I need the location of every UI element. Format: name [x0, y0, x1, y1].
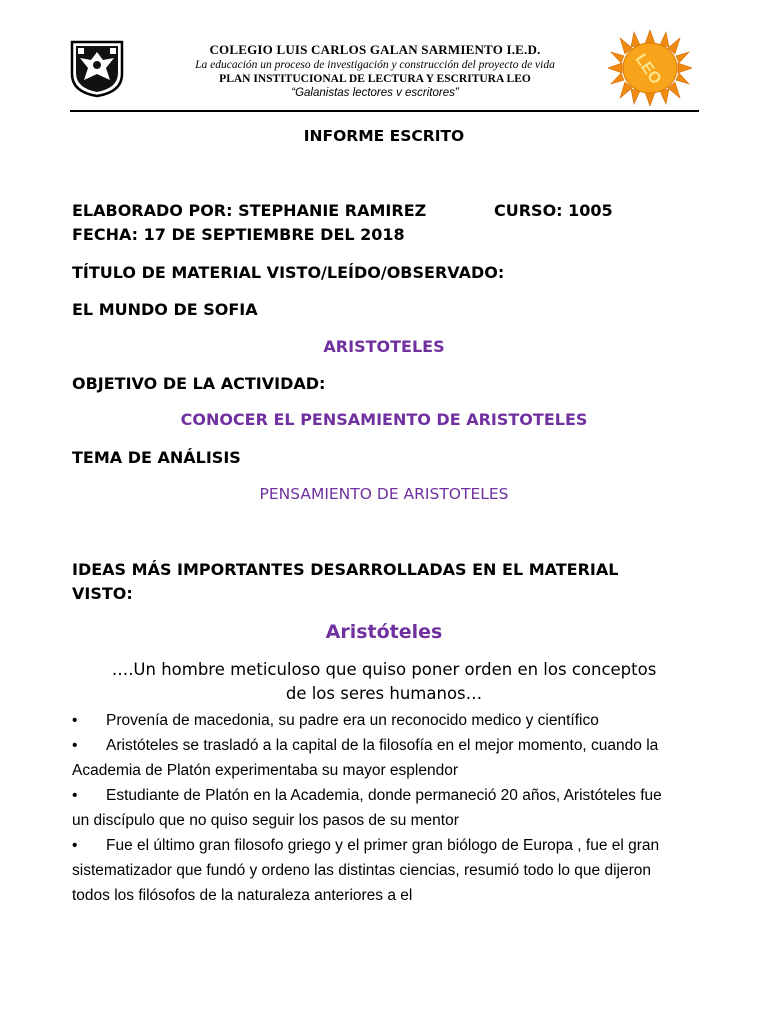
- ideas-label-line2: VISTO:: [72, 584, 133, 603]
- theme-value: PENSAMIENTO DE ARISTOTELES: [259, 485, 509, 503]
- course-line: CURSO: 1005: [494, 201, 613, 220]
- subject-heading: ARISTOTELES: [323, 337, 445, 356]
- quote-line1: ….Un hombre meticuloso que quiso poner orden en los conceptos: [111, 660, 657, 679]
- bullet-list: [72, 708, 722, 908]
- sun-logo-text: LEO: [631, 51, 665, 88]
- material-label: TÍTULO DE MATERIAL VISTO/LEÍDO/OBSERVADO:: [72, 263, 505, 282]
- date-value-text: : 17 DE SEPTIEMBRE DEL 2018: [131, 225, 405, 244]
- list-item-text-cont: un discípulo que no quiso seguir los pasos de su mentor: [72, 812, 459, 829]
- ideas-label-line1: IDEAS MÁS IMPORTANTES DESARROLLADAS EN EL MATERIAL: [72, 560, 619, 579]
- list-item-text-cont: todos los filósofos de la naturaleza anteriores a el: [72, 887, 413, 904]
- list-item-text: Aristóteles se trasladó a la capital de la filosofía en el mejor momento, cuando la: [106, 737, 659, 754]
- date-label: FECHA: [72, 225, 132, 244]
- shield-crest-icon: [70, 40, 124, 98]
- objective-value: CONOCER EL PENSAMIENTO DE ARISTOTELES: [180, 410, 588, 429]
- school-name: COLEGIO LUIS CARLOS GALAN SARMIENTO I.E.D.: [209, 42, 541, 57]
- date-value: [132, 225, 405, 244]
- quote-line2: de los seres humanos…: [285, 684, 483, 703]
- list-item-text: Estudiante de Platón en la Academia, donde permaneció 20 años, Aristóteles fue: [106, 787, 662, 804]
- date-line: [72, 225, 405, 244]
- material-value: EL MUNDO DE SOFIA: [72, 300, 258, 319]
- list-item: [72, 708, 722, 733]
- author-line: ELABORADO POR: STEPHANIE RAMIREZ: [72, 201, 427, 220]
- bullet-symbol: •: [72, 712, 78, 729]
- reading-plan: PLAN INSTITUCIONAL DE LECTURA Y ESCRITURA LEO: [219, 73, 531, 85]
- bullet-symbol: •: [72, 837, 78, 854]
- theme-label: TEMA DE ANÁLISIS: [72, 448, 241, 467]
- bullet-symbol: •: [72, 737, 78, 754]
- plan-slogan: “Galanistas lectores v escritores”: [291, 87, 459, 99]
- sun-logo-icon: [608, 30, 692, 106]
- section-title: Aristóteles: [325, 621, 443, 643]
- list-item: [72, 783, 722, 833]
- list-item: [72, 733, 722, 783]
- list-item: [72, 833, 722, 908]
- school-motto: La educación un proceso de investigación y construcción del proyecto de vida: [195, 59, 555, 71]
- document-title: INFORME ESCRITO: [303, 127, 465, 145]
- bullet-symbol: •: [72, 787, 78, 804]
- header-divider: [70, 110, 699, 112]
- list-item-text-cont: sistematizador que fundó y ordeno las distintas ciencias, resumió todo lo que dijeron: [72, 862, 651, 879]
- list-item-text: Fue el último gran filosofo griego y el primer gran biólogo de Europa , fue el gran: [106, 837, 660, 854]
- list-item-text-cont: Academia de Platón experimentaba su mayor esplendor: [72, 762, 459, 779]
- objective-label: OBJETIVO DE LA ACTIVIDAD:: [72, 374, 326, 393]
- list-item-text: Provenía de macedonia, su padre era un reconocido medico y científico: [106, 712, 599, 729]
